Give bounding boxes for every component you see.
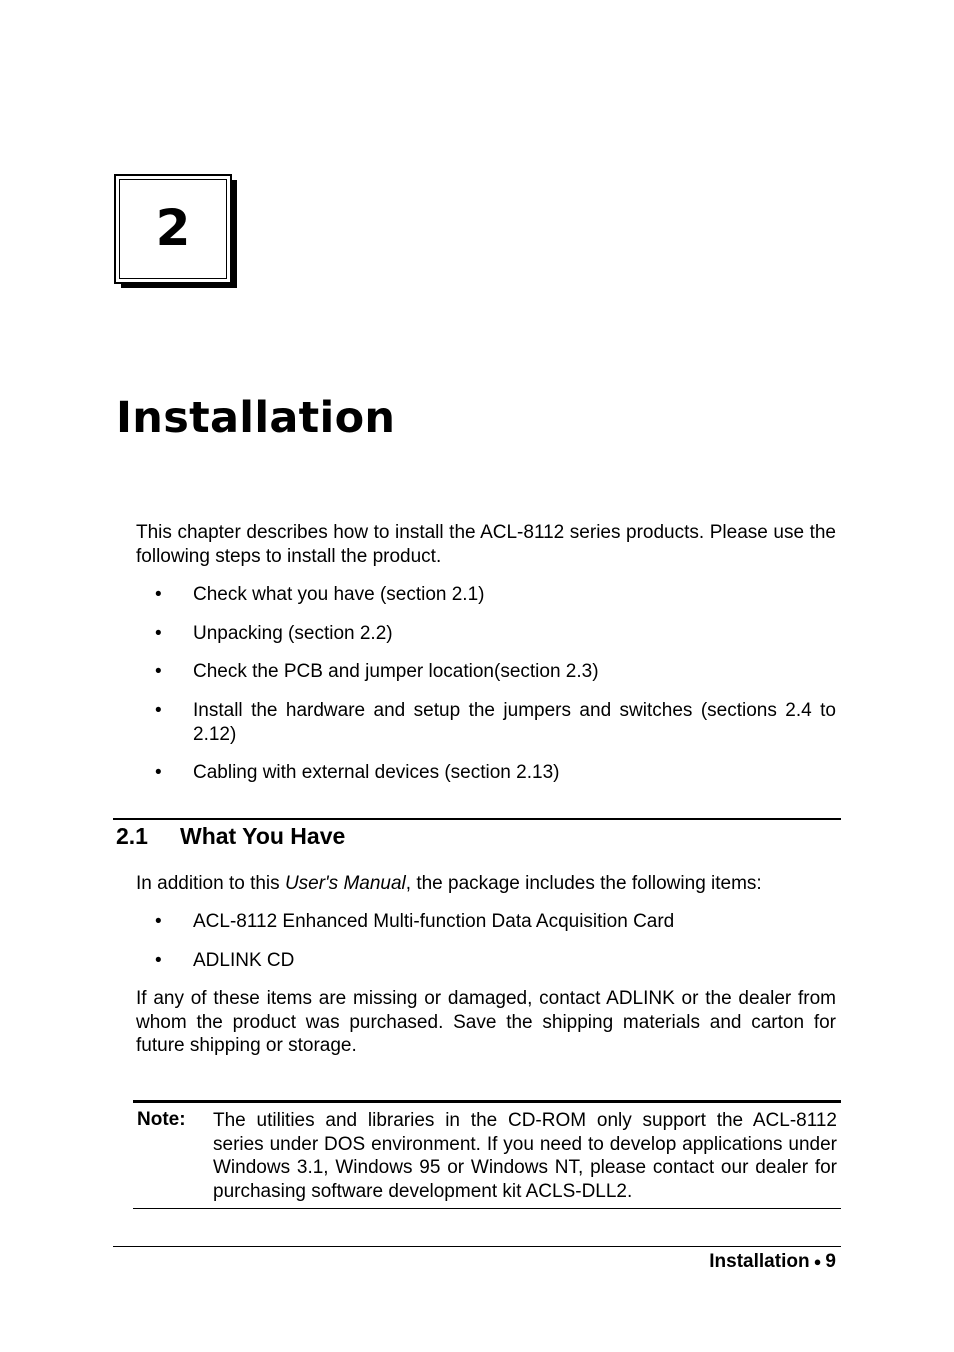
chapter-number-box	[114, 174, 232, 284]
chapter-number: 2	[155, 199, 191, 257]
users-manual-reference: User's Manual	[284, 873, 406, 894]
bullet-icon: •	[155, 950, 162, 971]
section-intro-text-end: , the package includes the following items:	[405, 873, 762, 894]
page-number: 9	[825, 1251, 836, 1272]
list-item-text: ADLINK CD	[193, 950, 295, 971]
bullet-icon: •	[155, 584, 162, 605]
section-heading	[116, 823, 345, 850]
footer-label: Installation	[709, 1251, 810, 1272]
list-item-text: Check what you have (section 2.1)	[193, 584, 485, 605]
section-intro	[136, 872, 836, 896]
note-label: Note:	[137, 1109, 186, 1130]
list-item-text: Check the PCB and jumper location(section 2.3)	[193, 661, 599, 682]
chapter-title: Installation	[116, 393, 396, 443]
bullet-icon: •	[155, 762, 162, 783]
section-title: What You Have	[180, 823, 346, 849]
note-text: The utilities and libraries in the CD-ROM only support the ACL-8112 series under DOS environment. If you need to develop applications under Windows 3.1, Windows 95 or Windows NT, please contact our dealer for purchasing software development kit ACLS-DLL2.	[213, 1110, 837, 1202]
section-divider	[113, 818, 841, 820]
page-footer	[709, 1251, 836, 1273]
bullet-icon: •	[155, 661, 162, 682]
bullet-separator-icon: ●	[813, 1254, 822, 1270]
chapter-intro: This chapter describes how to install the ACL-8112 series products. Please use the following steps to install the product.	[136, 522, 836, 567]
note-bottom-rule	[133, 1208, 841, 1209]
list-item-text: Cabling with external devices (section 2.13)	[193, 762, 560, 783]
bullet-icon: •	[155, 911, 162, 932]
bullet-icon: •	[155, 623, 162, 644]
list-item-text: Install the hardware and setup the jumpers and switches (sections 2.4 to 2.12)	[193, 700, 836, 745]
list-item-text: Unpacking (section 2.2)	[193, 623, 393, 644]
section-intro-text: In addition to this	[136, 873, 285, 894]
section-number: 2.1	[116, 823, 148, 849]
footer-rule	[113, 1246, 841, 1247]
bullet-icon: •	[155, 700, 162, 721]
missing-items-paragraph: If any of these items are missing or damaged, contact ADLINK or the dealer from whom the product was purchased. Save the shipping materials and carton for future shipping or storage.	[136, 988, 836, 1056]
list-item-text: ACL-8112 Enhanced Multi-function Data Acquisition Card	[193, 911, 675, 932]
note-top-rule	[133, 1100, 841, 1103]
